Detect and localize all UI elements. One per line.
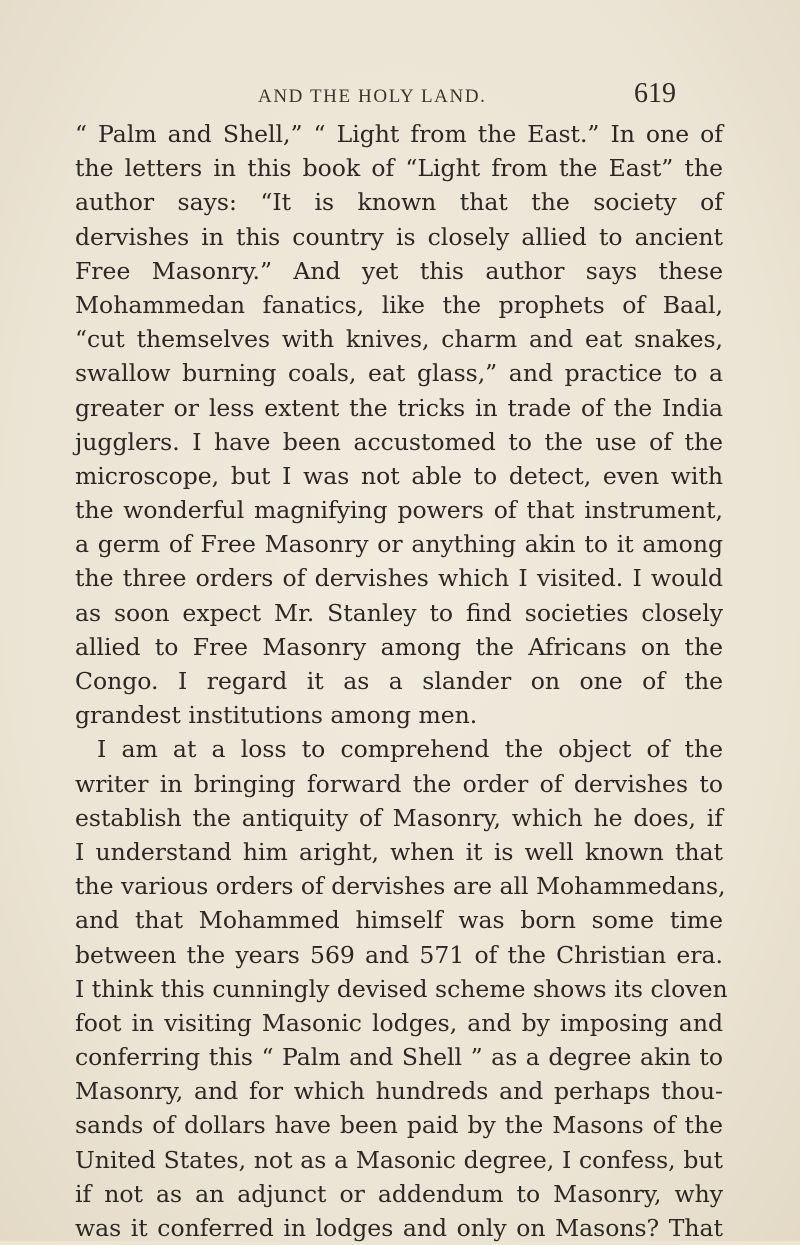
text-line: and that Mohammed himself was born some time	[75, 906, 723, 935]
text-line: I think this cunningly devised scheme shows its cloven	[75, 974, 728, 1003]
text-line: grandest institutions among men.	[75, 701, 478, 730]
text-line: the wonderful magnifying powers of that instrument,	[75, 496, 723, 525]
text-line: Congo. I regard it as a slander on one of the	[75, 667, 723, 695]
text-line: swallow burning coals, eat glass,” and practice to a	[75, 359, 723, 388]
page-header	[0, 78, 800, 112]
text-line: “ Palm and Shell,” “ Light from the East.” In one of	[75, 120, 723, 148]
text-line: was it conferred in lodges and only on Masons? That	[75, 1214, 723, 1242]
text-line: conferring this “ Palm and Shell ” as a degree akin to	[75, 1043, 723, 1072]
text-line: the three orders of dervishes which I visited. I would	[75, 564, 723, 593]
page-number: 619	[634, 78, 676, 109]
text-line: Mohammedan fanatics, like the prophets of Baal,	[75, 290, 723, 319]
text-line: allied to Free Masonry among the Africans on the	[75, 632, 723, 661]
text-line: jugglers. I have been accustomed to the use of the	[75, 427, 723, 456]
text-line: writer in bringing forward the order of dervishes to	[75, 769, 723, 798]
text-line: if not as an adjunct or addendum to Masonry, why	[75, 1179, 723, 1208]
text-line: a germ of Free Masonry or anything akin to it among	[75, 530, 723, 559]
text-line: the letters in this book of “Light from the East” the	[75, 154, 723, 183]
text-line: greater or less extent the tricks in trade of the India	[75, 393, 723, 422]
text-line: sands of dollars have been paid by the Masons of the	[75, 1111, 723, 1140]
body-text	[75, 117, 728, 1245]
text-line: I am at a loss to comprehend the object of the	[97, 735, 723, 764]
text-line: “cut themselves with knives, charm and eat snakes,	[75, 325, 723, 354]
text-line: foot in visiting Masonic lodges, and by imposing and	[75, 1008, 723, 1037]
text-line: microscope, but I was not able to detect, even with	[75, 461, 723, 490]
text-line: the various orders of dervishes are all Mohammedans,	[75, 872, 726, 901]
text-line: author says: “It is known that the society of	[75, 188, 723, 217]
text-line: Free Masonry.” And yet this author says these	[75, 256, 723, 285]
text-line: as soon expect Mr. Stanley to find societies closely	[75, 598, 723, 627]
text-line: I understand him aright, when it is well known that	[75, 837, 723, 866]
running-head: AND THE HOLY LAND.	[258, 86, 487, 107]
text-line: Masonry, and for which hundreds and perhaps thou-	[75, 1077, 723, 1106]
text-line: dervishes in this country is closely allied to ancient	[75, 222, 723, 251]
text-line: establish the antiquity of Masonry, which he does, if	[75, 803, 723, 832]
text-line: United States, not as a Masonic degree, I confess, but	[75, 1145, 723, 1174]
text-line: between the years 569 and 571 of the Christian era.	[75, 940, 723, 969]
